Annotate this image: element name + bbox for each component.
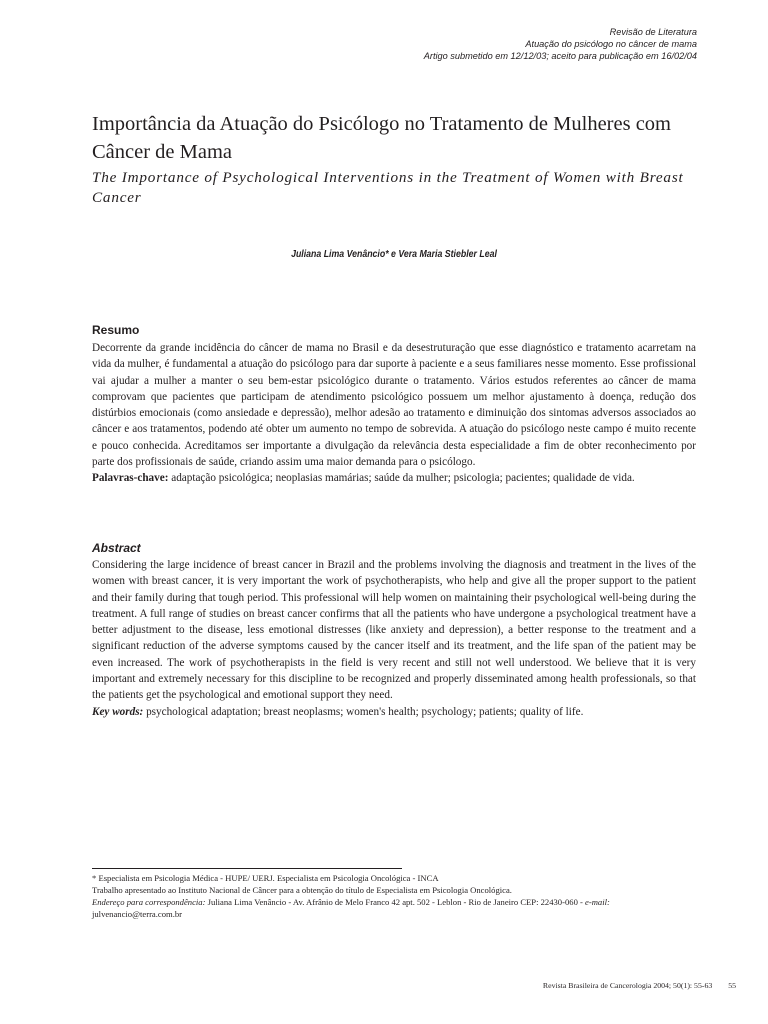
footnotes (92, 872, 696, 920)
resumo-keywords: adaptação psicológica; neoplasias mamárias; saúde da mulher; psicologia; pacientes; qualidade de vida. (171, 472, 635, 485)
footnote-affiliation: * Especialista em Psicologia Médica - HUPE/ UERJ. Especialista em Psicologia Oncológica - INCA (92, 873, 439, 883)
header-short-title: Atuação do psicólogo no câncer de mama (525, 39, 697, 49)
page-number: 55 (728, 981, 736, 990)
article-subtitle: The Importance of Psychological Interventions in the Treatment of Women with Breast Cancer (92, 169, 684, 206)
footnote-note: Trabalho apresentado ao Instituto Nacional de Câncer para a obtenção do título de Especialista em Psicologia Oncológica. (92, 885, 512, 895)
resumo-heading: Resumo (92, 323, 140, 337)
running-header (137, 26, 697, 62)
address-label: Endereço para correspondência: (92, 897, 206, 907)
resumo-text: Decorrente da grande incidência do câncer de mama no Brasil e da desestruturação que esse diagnóstico e tratamento acarretam na vida da mulher, é fundamental a atuação do psicólogo para dar suporte à paciente e a seus familiares nesse momento. Esse profissional vai ajudar a mulher a manter o seu bem-estar psicológico durante o tratamento. Vários estudos referentes ao câncer de mama comprovam que pacientes que participam de atendimento psicológico possuem um melhor ajustamento à doença, redução dos distúrbios emocionais (como ansiedade e depressão), melhor adesão ao tratamento e diminuição dos sintomas adversos associados ao câncer e aos tratamentos, podendo até obter um aumento no tempo de sobrevida. A atuação do psicólogo neste campo é muito recente e pouco conhecida. Acreditamos ser importante a divulgação da relevância desta especialidade a fim de obter reconhecimento por parte dos profissionais de saúde, criando assim uma maior demanda para o psicólogo. (92, 342, 696, 469)
header-section: Revisão de Literatura (609, 27, 697, 37)
abstract-heading: Abstract (92, 541, 141, 555)
authors: Juliana Lima Venâncio* e Vera Maria Stiebler Leal (291, 249, 497, 260)
header-dates: Artigo submetido em 12/12/03; aceito para publicação em 16/02/04 (423, 51, 697, 61)
abstract-keywords-label: Key words: (92, 705, 144, 718)
email-address: julvenancio@terra.com.br (92, 909, 182, 919)
address-text: Juliana Lima Venâncio - Av. Afrânio de Melo Franco 42 apt. 502 - Leblon - Rio de Janeiro CEP: 22430-060 - (207, 897, 583, 907)
article-title: Importância da Atuação do Psicólogo no Tratamento de Mulheres com Câncer de Mama (92, 113, 672, 163)
page-footer (543, 981, 736, 990)
footnote-divider (92, 868, 402, 869)
resumo-keywords-label: Palavras-chave: (92, 472, 169, 485)
abstract-text: Considering the large incidence of breast cancer in Brazil and the problems involving the diagnosis and treatment in the lives of the women with breast cancer, it is very important the work of psychotherapists, who help and give all the proper support to the patient and their family during that tough period. This professional will help women on maintaining their psychological well-being during the treatment. A full range of studies on breast cancer confirms that all the patients who have undergone a psychological treatment have a better adjustment to the disease, less emotional distresses (like anxiety and depression), a better response to the treatment and a significant reduction of the adverse symptoms caused by the cancer itself and its treatment, and the life span of the patient may be even increased. The work of psychotherapists in the field is very recent and still not well understood. We believe that it is very important and extremely necessary for this discipline to be recognized and properly disseminated among health professionals, so that the patients get the psychological and emotional support they need. (92, 559, 696, 702)
journal-citation: Revista Brasileira de Cancerologia 2004; 50(1): 55-63 (542, 981, 713, 990)
abstract-keywords: psychological adaptation; breast neoplasms; women's health; psychology; patients; quality of life. (146, 705, 584, 718)
footnote-address (92, 896, 696, 920)
abstract-body (92, 557, 696, 720)
email-label: e-mail: (585, 897, 610, 907)
resumo-body (92, 340, 696, 487)
